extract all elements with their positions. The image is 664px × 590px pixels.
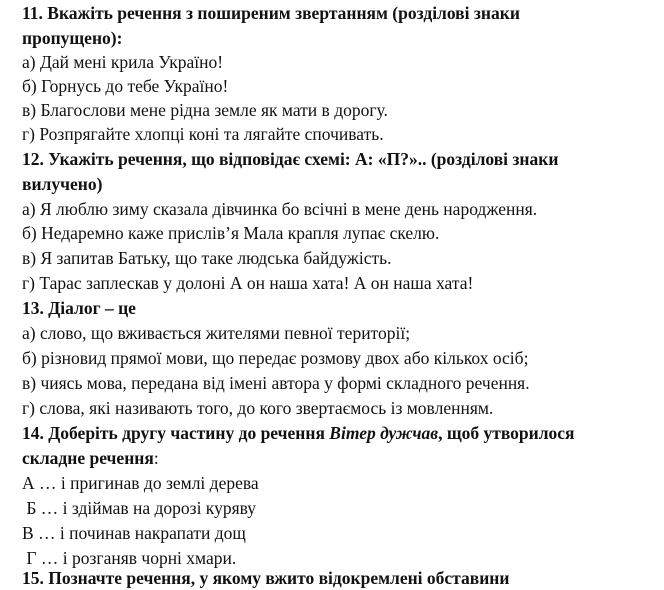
q14-title-line2: [22, 446, 159, 470]
q14-title-italic: Вітер дужчав: [329, 423, 439, 443]
q15-title-cutoff: 15. Позначте речення, у якому вжито відокремлені обставини: [22, 568, 510, 588]
q12-option-g: г) Тарас заплескав у долоні А он наша хата! А он наша хата!: [22, 273, 474, 293]
q14-title-part1: 14. Доберіть другу частину до речення: [22, 423, 330, 443]
q14-title-part2: , щоб утворилося: [438, 423, 575, 443]
q11-option-v: в) Благослови мене рідна земле як мати в дорогу.: [22, 100, 388, 120]
q12-title-line2: вилучено): [22, 174, 103, 194]
q11-option-a: а) Дай мені крила Україно!: [22, 52, 224, 72]
q12-option-a: а) Я люблю зиму сказала дівчинка бо всічні в мене день народження.: [22, 199, 538, 219]
q14-title-line2-text: складне речення: [22, 448, 154, 468]
q14-title-line2-colon: :: [153, 448, 159, 468]
q12-option-v: в) Я запитав Батьку, що таке людська байдужість.: [22, 248, 392, 268]
q13-option-b: б) різновид прямої мови, що передає розмову двох або кількох осіб;: [22, 348, 529, 368]
q13-option-v: в) чиясь мова, передана від імені автора у формі складного речення.: [22, 373, 530, 393]
q13-title: 13. Діалог – це: [22, 298, 136, 318]
q13-option-a: а) слово, що вживається жителями певної території;: [22, 323, 411, 343]
q12-title-line1: 12. Укажіть речення, що відповідає схемі: А: «П?».. (розділові знаки: [22, 149, 559, 169]
q12-option-b: б) Недаремно каже прислів’я Мала крапля лупає скелю.: [22, 223, 440, 243]
q13-option-g: г) слова, які називають того, до кого звертаємось із мовленням.: [22, 398, 494, 418]
q11-title-line1: 11. Вкажіть речення з поширеним звертанням (розділові знаки: [22, 3, 520, 23]
q14-option-b: Б … і здіймав на дорозі куряву: [22, 498, 257, 518]
q11-option-b: б) Горнусь до тебе Україно!: [22, 76, 229, 96]
q14-option-a: А … і пригинав до землі дерева: [22, 473, 259, 493]
q11-title-line2: пропущено):: [22, 28, 123, 48]
q14-option-v: В … і починав накрапати дощ: [22, 523, 246, 543]
q11-option-g: г) Розпрягайте хлопці коні та лягайте спочивать.: [22, 124, 384, 144]
q14-option-g: Г … і розганяв чорні хмари.: [22, 548, 237, 568]
q14-title-line1: [22, 421, 575, 445]
